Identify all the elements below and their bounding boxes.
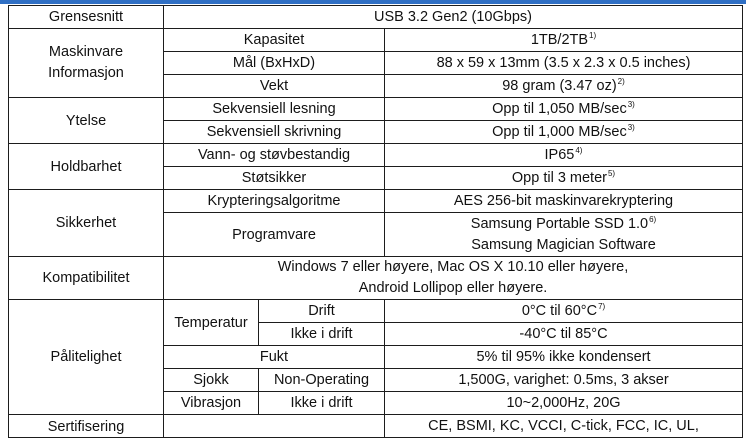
row-label-compatibility: Kompatibilitet <box>9 257 164 300</box>
shock-value: 1,500G, varighet: 0.5ms, 3 akser <box>385 369 743 392</box>
temp-operating-value-cell <box>385 300 743 323</box>
encryption-value: AES 256-bit maskinvarekryptering <box>385 190 743 213</box>
dimensions-value: 88 x 59 x 13mm (3.5 x 2.3 x 0.5 inches) <box>385 52 743 75</box>
footnote-marker: 4) <box>575 146 583 156</box>
humidity-value: 5% til 95% ikke kondensert <box>385 346 743 369</box>
temp-non-operating-value: -40°C til 85°C <box>385 323 743 346</box>
compatibility-value-line2: Android Lollipop eller høyere. <box>358 280 548 296</box>
compatibility-value <box>164 257 743 300</box>
humidity-label: Fukt <box>164 346 385 369</box>
interface-value: USB 3.2 Gen2 (10Gbps) <box>164 6 743 29</box>
seq-read-label: Sekvensiell lesning <box>164 98 385 121</box>
table-row <box>9 98 743 121</box>
shock-sublabel: Non-Operating <box>259 369 385 392</box>
seq-write-value: Opp til 1,000 MB/sec <box>492 124 627 140</box>
footnote-marker: 3) <box>627 100 635 110</box>
table-row <box>9 415 743 438</box>
software-value-line1: Samsung Portable SSD 1.0 <box>470 215 649 232</box>
header-band <box>0 0 746 4</box>
table-row <box>9 6 743 29</box>
capacity-value: 1TB/2TB <box>530 32 589 48</box>
shock-proof-value: Opp til 3 meter <box>511 170 607 186</box>
footnote-marker: 2) <box>617 77 625 87</box>
footnote-marker: 1) <box>589 31 597 41</box>
hardware-label-line2: Informasjon <box>48 65 124 81</box>
footnote-marker: 3) <box>627 123 635 133</box>
compatibility-value-line1: Windows 7 eller høyere, Mac OS X 10.10 eller høyere, <box>277 259 629 275</box>
seq-read-value-cell <box>385 98 743 121</box>
software-value-cell <box>385 213 743 257</box>
table-row <box>9 190 743 213</box>
row-label-hardware <box>9 29 164 98</box>
shock-proof-label: Støtsikker <box>164 167 385 190</box>
spec-table <box>8 5 743 438</box>
temp-operating-label: Drift <box>259 300 385 323</box>
shock-label: Sjokk <box>164 369 259 392</box>
weight-value: 98 gram (3.47 oz) <box>502 78 617 94</box>
capacity-value-cell <box>385 29 743 52</box>
water-dust-label: Vann- og støvbestandig <box>164 144 385 167</box>
row-label-performance: Ytelse <box>9 98 164 144</box>
row-label-certification: Sertifisering <box>9 415 164 438</box>
vibration-value: 10~2,000Hz, 20G <box>385 392 743 415</box>
table-row <box>9 300 743 323</box>
software-value-line2: Samsung Magician Software <box>471 236 656 253</box>
water-dust-value: IP65 <box>544 147 575 163</box>
weight-value-cell <box>385 75 743 98</box>
software-label: Programvare <box>164 213 385 257</box>
shock-proof-value-cell <box>385 167 743 190</box>
row-label-durability: Holdbarhet <box>9 144 164 190</box>
row-label-interface: Grensesnitt <box>9 6 164 29</box>
capacity-label: Kapasitet <box>164 29 385 52</box>
dimensions-label: Mål (BxHxD) <box>164 52 385 75</box>
water-dust-value-cell <box>385 144 743 167</box>
vibration-label: Vibrasjon <box>164 392 259 415</box>
certification-spacer <box>164 415 385 438</box>
vibration-sublabel: Ikke i drift <box>259 392 385 415</box>
footnote-marker: 7) <box>598 302 606 312</box>
footnote-marker: 6) <box>649 214 657 224</box>
table-row <box>9 29 743 52</box>
table-row <box>9 257 743 300</box>
table-row <box>9 144 743 167</box>
weight-label: Vekt <box>164 75 385 98</box>
temperature-label: Temperatur <box>164 300 259 346</box>
hardware-label-line1: Maskinvare <box>48 44 124 60</box>
temp-operating-value: 0°C til 60°C <box>521 303 598 319</box>
seq-write-value-cell <box>385 121 743 144</box>
seq-write-label: Sekvensiell skrivning <box>164 121 385 144</box>
seq-read-value: Opp til 1,050 MB/sec <box>492 101 627 117</box>
footnote-marker: 5) <box>607 169 616 179</box>
row-label-security: Sikkerhet <box>9 190 164 257</box>
row-label-reliability: Pålitelighet <box>9 300 164 415</box>
temp-non-operating-label: Ikke i drift <box>259 323 385 346</box>
certification-value: CE, BSMI, KC, VCCI, C-tick, FCC, IC, UL, <box>385 415 743 438</box>
encryption-label: Krypteringsalgoritme <box>164 190 385 213</box>
